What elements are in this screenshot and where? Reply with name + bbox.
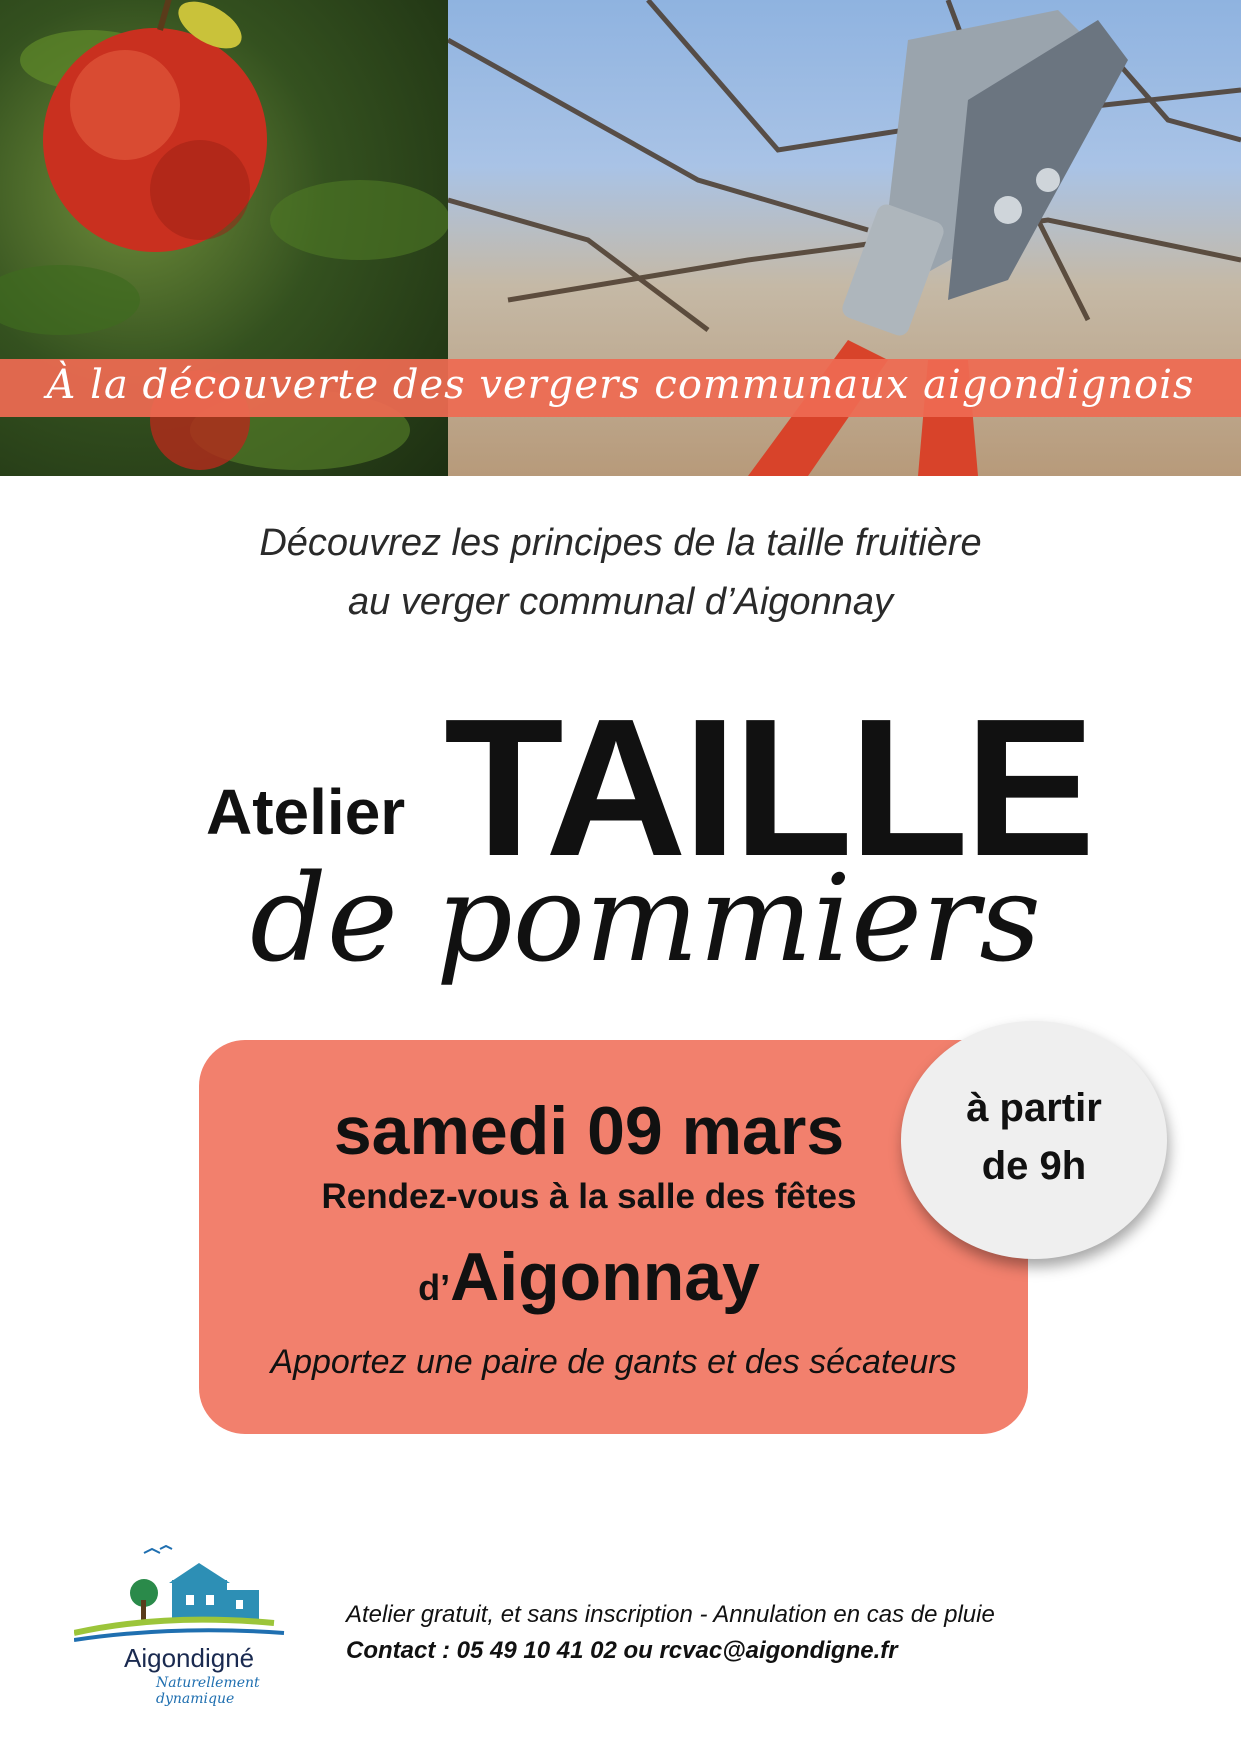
title-pommiers: de pommiers [250,850,1041,989]
footer-info [346,1597,995,1669]
time-line-1: à partir [966,1086,1102,1130]
event-place-prefix: d’ [418,1267,451,1308]
aigondigne-logo [74,1545,304,1707]
intro-line-1: Découvrez les principes de la taille fruitière [259,522,982,564]
time-badge [901,1021,1167,1259]
event-date: samedi 09 mars [333,1093,845,1169]
event-place-name: Aigonnay [450,1239,760,1315]
logo-tagline: Naturellement dynamique [156,1675,260,1707]
logo-name: Aigondigné [124,1643,255,1673]
footer-note: Atelier gratuit, et sans inscription - Annulation en cas de pluie [346,1601,995,1628]
title-taille: TAILLE [444,678,1092,897]
time-line-2: de 9h [981,1144,1087,1188]
footer-contact: Contact : 05 49 10 41 02 ou rcvac@aigondigne.fr [346,1637,898,1664]
intro-line-2: au verger communal d’Aigonnay [348,581,893,623]
event-meeting: Rendez-vous à la salle des fêtes [321,1177,857,1216]
logo-house-icon [74,1545,304,1645]
intro-text [0,514,1241,632]
event-bring-note: Apportez une paire de gants et des sécateurs [270,1343,957,1381]
event-place [199,1238,979,1316]
title-atelier: Atelier [206,776,406,848]
banner-title: À la découverte des vergers communaux aigondignois [46,362,1195,408]
